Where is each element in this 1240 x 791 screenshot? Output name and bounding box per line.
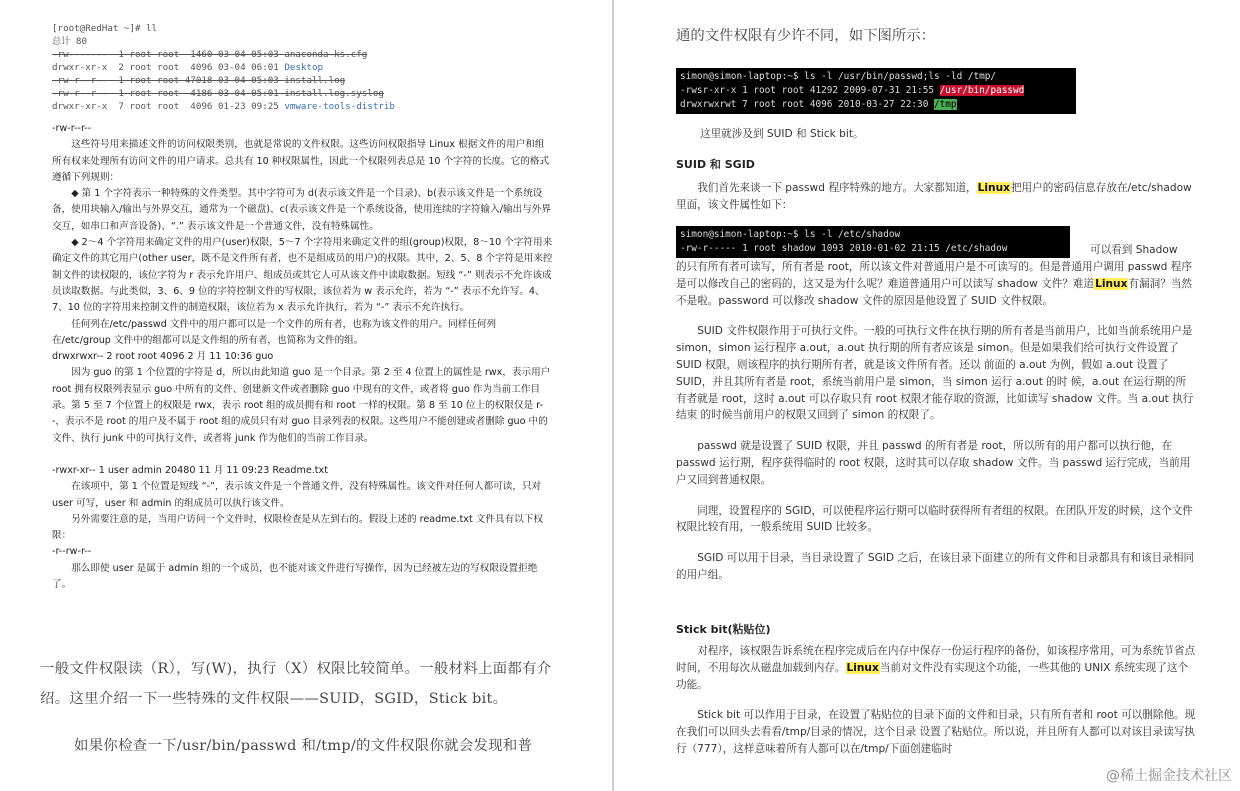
listing-attrs: drwxr-xr-x 2 root root 4096 03-04 06:01: [52, 62, 285, 73]
terminal-line: -rw-r----- 1 root shadow 1093 2010-01-02 21:15 /etc/shadow: [680, 243, 1008, 255]
section-heading: Stick bit(粘贴位): [676, 623, 771, 636]
text-run: 对程序，该权限告诉系统在程序完成后在内存中保存一份运行程序的备份，如该程序常用，可为系统节省点时间，不用每次从磁盘加载到内存。: [676, 645, 1196, 674]
section-heading: SUID 和 SGID: [676, 158, 755, 171]
terminal-attrs: -rwsr-xr-x 1 root root 41292 2009-07-31 21:55: [680, 85, 940, 97]
listing-dirname: vmware-tools-distrib: [284, 101, 395, 112]
text-run: 我们首先来谈一下 passwd 程序特殊的地方。大家都知道，: [697, 182, 977, 194]
terminal-listing: [52, 22, 412, 113]
listing-filename: install.log.syslog: [284, 88, 384, 99]
text-run: 有漏洞？当然不是啦。password 可以修改 shadow 文件的原因是他设置了 SUID 文件权限。: [676, 277, 1192, 307]
mode-example: -rw-r--r--: [52, 123, 92, 134]
spacer: [676, 536, 1196, 550]
paragraph: 一般文件权限读（R），写(W)，执行（X）权限比较简单。一般材料上面都有介绍。这里介绍一下一些特殊的文件权限——SUID，SGID，Stick bit。: [40, 661, 552, 707]
paragraph: 在该项中，第 1 个位置是短线 “-”，表示该文件是一个普通文件，没有特殊属性。该文件对任何人都可读，只对 user 可写，user 和 admin 的组成员可以执行该文件。: [52, 481, 542, 509]
spacer: [676, 424, 1196, 438]
paragraph: SUID 文件权限作用于可执行文件。一般的可执行文件在执行期的所有者是当前用户，比如当前系统用户是 simon，simon 运行程序 a.out，a.out 执行期的所有者应该是 simon。但是如果我们给可执行文件设置了 SUID 权限，则该程序的执行期所有者，就是该文件所有者。还以 前面的 a.out 为例，假如 a.out 设置了 SUID，并且其所有者是 root，系统当前用户是 simon，当 simon 运行 a.out 的时 候，a.out 在运行期的所有者就是 root，这时 a.out 可以存取只有 root 权限才能存取的资源，比如读写 shadow 文件。当 a.out 执行结束 的时候当前用户的权限又回到了 simon 的权限了。: [676, 325, 1194, 422]
listing-attrs: drwxr-xr-x 7 root root 4096 01-23 09:25: [52, 101, 285, 112]
bullet-item: ◆ 2～4 个字符用来确定文件的用户(user)权限，5～7 个字符用来确定文件的组(group)权限，8～10 个字符用来确定文件的其它用户(other user，既不是文件所有者，也不是组成员的用户)的权限。其中，2、5、8 个字符是用来控制文件的读权限的，该位字符为 r 表示允许用户、组成员或其它人可从该文件中读取数据。短线 “-” 则表示不允许该成员读取数据。与此类似，3、6、9 位的字符控制文件的写权限，该位若为 w 表示允许，若为 “-” 表示不允许写。4、7、10 位的字符用来控制文件的制造权限，该位若为 x 表示允许执行，若为 “-” 表示不允许执行。: [52, 237, 553, 314]
listing-line: [52, 74, 412, 87]
paragraph: 如果你检查一下/usr/bin/passwd 和/tmp/的文件权限你就会发现和普: [74, 738, 533, 754]
terminal-path-highlight: /tmp: [934, 99, 957, 111]
right-page: [614, 0, 1240, 791]
spacer: [52, 447, 554, 463]
listing-line: [52, 100, 412, 113]
paragraph: passwd 就是设置了 SUID 权限，并且 passwd 的所有者是 root，所以所有的用户都可以执行他，在 passwd 运行期，程序获得临时的 root 权限，这时其可以存取 shadow 文件。当 passwd 运行完成，当前用户又回到普通权限。: [676, 440, 1191, 486]
spacer: [676, 693, 1196, 707]
keyword-highlight: Linux: [977, 182, 1010, 194]
paragraph: 另外需要注意的是，当用户访问一个文件时，权限检查是从左到右的。假设上述的 readme.txt 文件具有以下权限：: [52, 513, 543, 542]
terminal-attrs: drwxrwxrwt 7 root root 4096 2010-03-27 22:30: [680, 99, 934, 111]
paragraph: 同理，设置程序的 SGID，可以使程序运行期可以临时获得所有者组的权限。在团队开发的时候，这个文件权限比较有用，一般系统用 SUID 比较多。: [676, 504, 1193, 534]
listing-filename: install.log: [284, 75, 346, 86]
right-body-2: [676, 259, 1196, 584]
right-body-1: [676, 180, 1196, 214]
paragraph: 任何列在/etc/passwd 文件中的用户都可以是一个文件的所有者，也称为该文件的用户。同样任何列在/etc/group 文件中的组都可以是文件组的所有者，也简称为文件的组。: [52, 318, 497, 346]
keyword-highlight: Linux: [846, 661, 879, 674]
bullet-item: ◆ 第 1 个字符表示一种特殊的文件类型。其中字符可为 d(表示该文件是一个目录)、b(表示该文件是一个系统设备，使用块输入/输出与外界交互，通常为一个磁盘)、c(表示该文件是一个系统设备，使用连续的字符输入/输出与外界交互，如串口和声音设备)、“.” 表示该文件是一个普通文件，没有特殊属性。: [52, 188, 551, 232]
text-run: 把用户的密码信息存放在/etc/shadow 里面，该文件属性如下：: [676, 182, 1192, 211]
mode-example: -r--rw-r--: [52, 546, 92, 558]
listing-line: [52, 61, 412, 74]
listing-line: 总计 80: [52, 36, 87, 47]
watermark: @稀土掘金技术社区: [1106, 768, 1232, 784]
paragraph: 因为 guo 的第 1 个位置的字符是 d，所以由此知道 guo 是一个目录。第 2 至 4 位置上的属性是 rwx，表示用户 root 拥有权限列表显示 guo 中所有的文件、创建新文件或者删除 guo 中现有的文件，或者将 guo 作为当前工作目录。第 5 至 7 个位置上的权限是 rwx，表示 root 组的成员拥有和 root 一样的权限。第 8 至 10 位上的权限仅是 r--，表示不是 root 的用户及不属于 root 组的成员只有对 guo 目录列表的权限。这些用户不能创建或者删除 guo 中的文件、执行 junk 中的可执行文件，或者将 junk 作为他们的当前工作目录。: [52, 367, 551, 444]
spacer: [676, 309, 1196, 323]
listing-attrs: -rw-r--r-- 1 root root 4186 03-04 05:01: [52, 88, 285, 99]
code-example: drwxrwxr-- 2 root root 4096 2 月 11 10:36 guo: [52, 351, 274, 363]
listing-line: [root@RedHat ~]# ll: [52, 23, 158, 34]
listing-filename: anaconda-ks.cfg: [284, 49, 368, 60]
right-body-3: [676, 643, 1196, 758]
paragraph: SGID 可以用于目录，当目录设置了 SGID 之后，在该目录下面建立的所有文件和目录都具有和该目录相同的用户组。: [676, 552, 1195, 581]
text-run: 的只有所有者可读写，所有者是 root，所以该文件对普通用户是不可读写的。但是普通用户调用 passwd 程序是可以修改自己的密码的，这又是为什么呢？难道普通用户可以读写 shadow 文件？难道: [676, 261, 1192, 290]
listing-line: [52, 87, 412, 100]
continued-line: 通的文件权限有少许不同，如下图所示：: [676, 28, 936, 44]
terminal-path-highlight: /usr/bin/passwd: [939, 85, 1025, 97]
paragraph: 这些符号用来描述文件的访问权限类别，也就是常说的文件权限。这些访问权限指导 Linux 根据文件的用户和组所有权来处理所有访问文件的用户请求。总共有 10 种权限属性，因此一个权限列表总是 10 个字符的长度。它的格式遵循下列规则：: [52, 139, 550, 183]
large-text-block: [74, 734, 560, 758]
listing-dirname: Desktop: [284, 62, 324, 73]
listing-attrs: -rw------- 1 root root 1460 03-04 05:03: [52, 49, 285, 60]
text-run: 可以看到 Shadow: [1090, 244, 1178, 256]
terminal-screenshot-passwd: [676, 68, 1076, 114]
terminal-line: [680, 84, 1072, 98]
paragraph: Stick bit 可以作用于目录，在设置了粘贴位的目录下面的文件和目录，只有所有者和 root 可以删除他。现在我们可以回头去看看/tmp/目录的情况，这个目录 设置了粘贴位。所以说，并且所有人都可以对该目录读写执行（777），这样意味着所有人都可以在/tmp/下面创建临时: [676, 709, 1196, 755]
spacer: [676, 489, 1196, 503]
caption: 这里就涉及到 SUID 和 Stick bit。: [700, 128, 864, 140]
paragraph: [676, 643, 1196, 693]
text-run: 当前对文件没有实现这个功能，一些其他的 UNIX 系统实现了这个功能。: [676, 661, 1189, 691]
terminal-screenshot-shadow: [676, 226, 1070, 258]
large-text-block: [40, 654, 560, 714]
terminal-line: [680, 98, 1072, 112]
terminal-line: simon@simon-laptop:~$ ls -l /etc/shadow: [680, 229, 901, 240]
terminal-line: simon@simon-laptop:~$ ls -l /usr/bin/passwd;ls -ld /tmp/: [680, 71, 997, 82]
left-body: [52, 121, 554, 593]
paragraph: [676, 259, 1196, 309]
paragraph: 那么即使 user 是属于 admin 组的一个成员，也不能对该文件进行写操作，因为已经被左边的写权限设置拒绝了。: [52, 562, 538, 591]
left-page: [0, 0, 612, 791]
keyword-highlight: Linux: [1095, 277, 1128, 290]
paragraph: [676, 180, 1196, 214]
listing-attrs: -rw-r--r-- 1 root root 47018 03-04 05:03: [52, 75, 285, 86]
code-example: -rwxr-xr-- 1 user admin 20480 11 月 11 09:23 Readme.txt: [52, 464, 328, 476]
listing-line: [52, 48, 412, 61]
